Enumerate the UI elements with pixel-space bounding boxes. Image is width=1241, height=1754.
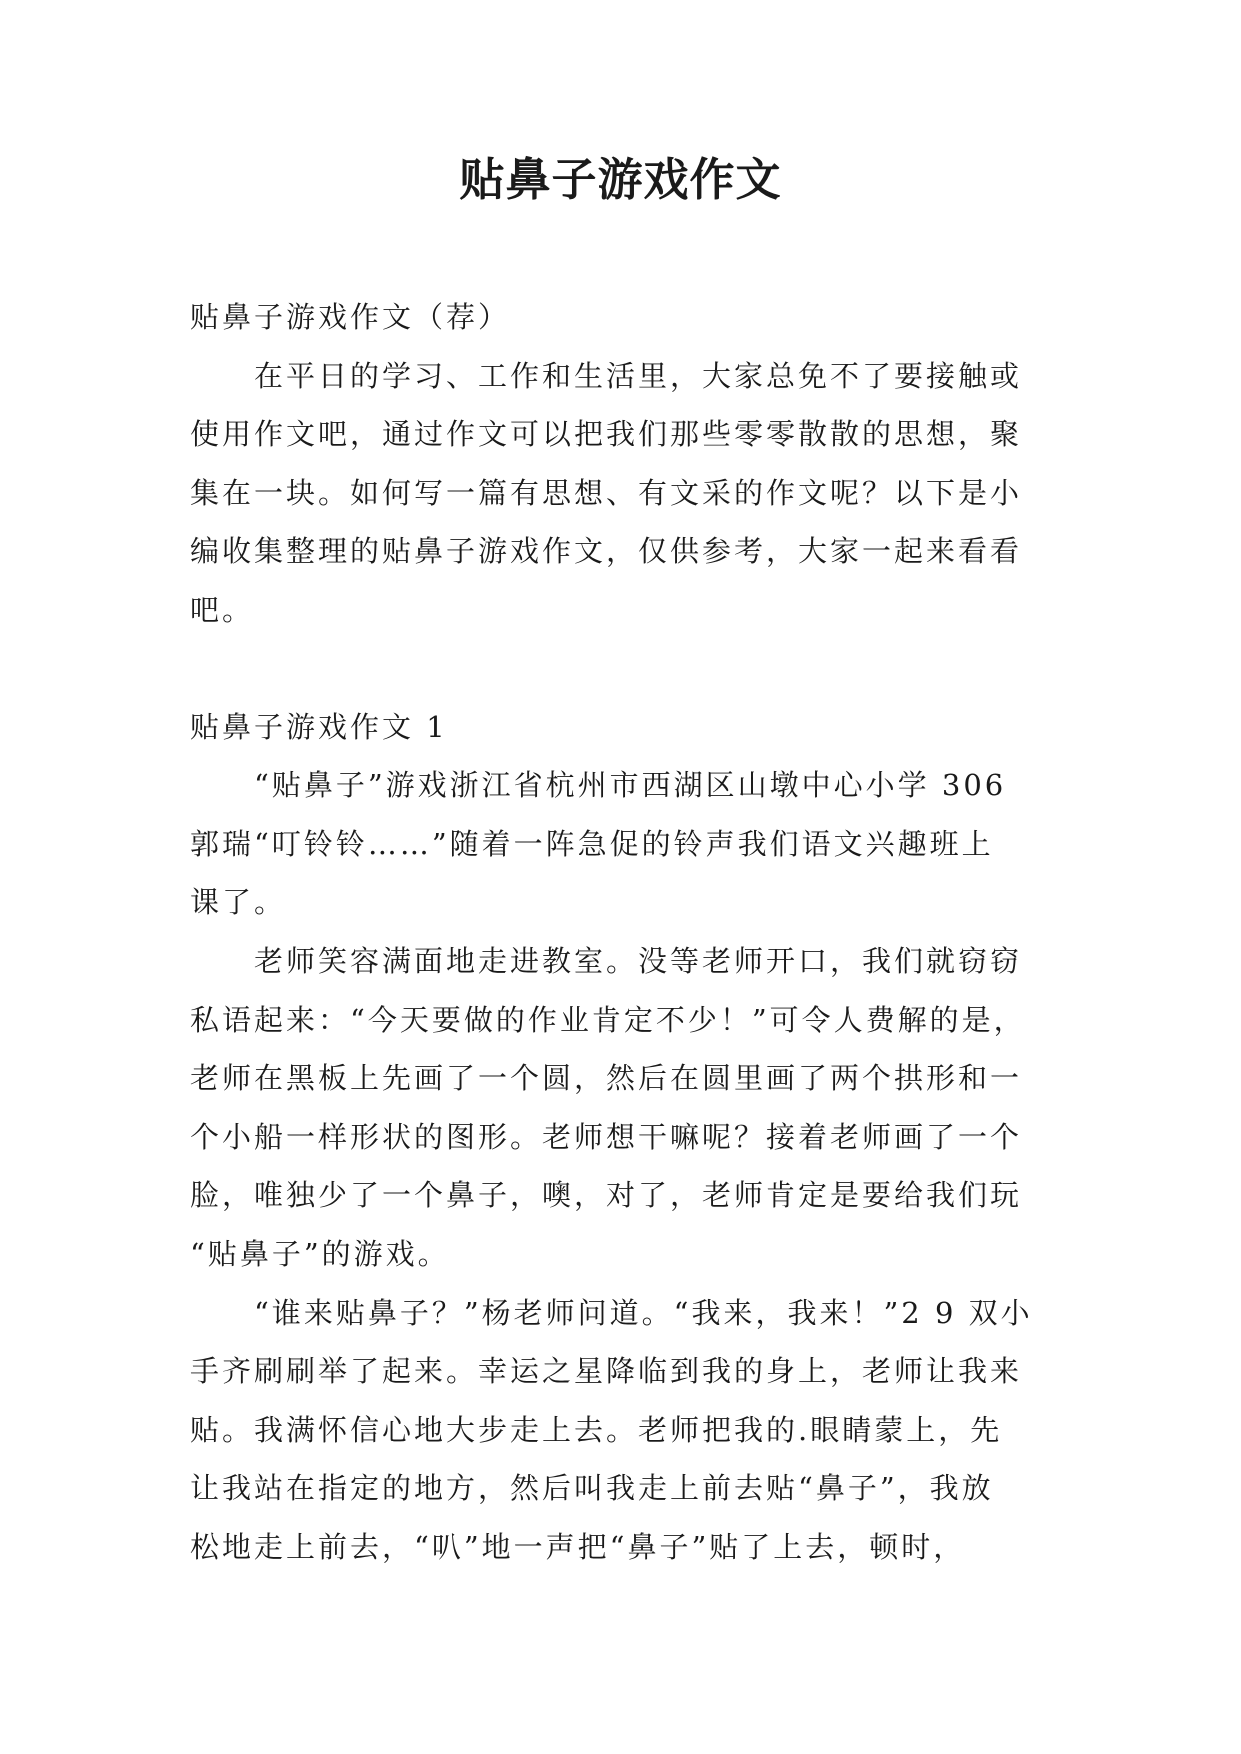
text-line: 老师笑容满面地走进教室。没等老师开口，我们就窃窃 [254,943,1023,978]
text-line: 使用作文吧，通过作文可以把我们那些零零散散的思想，聚 [190,417,1023,452]
text-line: 吧。 [190,592,255,627]
text-line: 集在一块。如何写一篇有思想、有文采的作文呢？以下是小 [190,475,1023,510]
text-line: 私语起来：“今天要做的作业肯定不少！”可令人费解的是， [190,1002,1026,1037]
intro-paragraph [190,347,1060,640]
paragraph-spacer [190,640,1060,698]
text-line: “贴鼻子”的游戏。 [190,1236,450,1271]
text-line: 在平日的学习、工作和生活里，大家总免不了要接触或 [254,358,1023,393]
text-line: 松地走上前去，“叭”地一声把“鼻子”贴了上去，顿时， [190,1529,966,1564]
text-line: “贴鼻子”游戏浙江省杭州市西湖区山墩中心小学 306 [254,768,1007,803]
document-subtitle: 贴鼻子游戏作文（荐） [190,300,511,334]
paragraph-1 [190,756,1060,932]
text-line: 老师在黑板上先画了一个圆，然后在圆里画了两个拱形和一 [190,1061,1023,1096]
text-line: 贴。我满怀信心地大步走上去。老师把我的.眼睛蒙上，先 [190,1412,1003,1447]
paragraph-3 [190,1284,1060,1577]
text-line: 郭瑞“叮铃铃……”随着一阵急促的铃声我们语文兴趣班上 [190,826,994,861]
text-line: 脸，唯独少了一个鼻子，噢，对了，老师肯定是要给我们玩 [190,1178,1023,1213]
section-heading: 贴鼻子游戏作文 1 [190,709,448,744]
document-body [190,288,1060,1576]
paragraph-2 [190,932,1060,1284]
text-line: 课了。 [190,885,287,920]
text-line: 让我站在指定的地方，然后叫我走上前去贴“鼻子”，我放 [190,1471,994,1506]
document-title: 贴鼻子游戏作文 [459,153,782,206]
text-line: 手齐刷刷举了起来。幸运之星降临到我的身上，老师让我来 [190,1354,1023,1389]
text-line: 编收集整理的贴鼻子游戏作文，仅供参考，大家一起来看看 [190,534,1023,569]
text-line: 个小船一样形状的图形。老师想干嘛呢？接着老师画了一个 [190,1119,1023,1154]
text-line: “谁来贴鼻子？”杨老师问道。“我来，我来！”2 9 双小 [254,1295,1033,1330]
